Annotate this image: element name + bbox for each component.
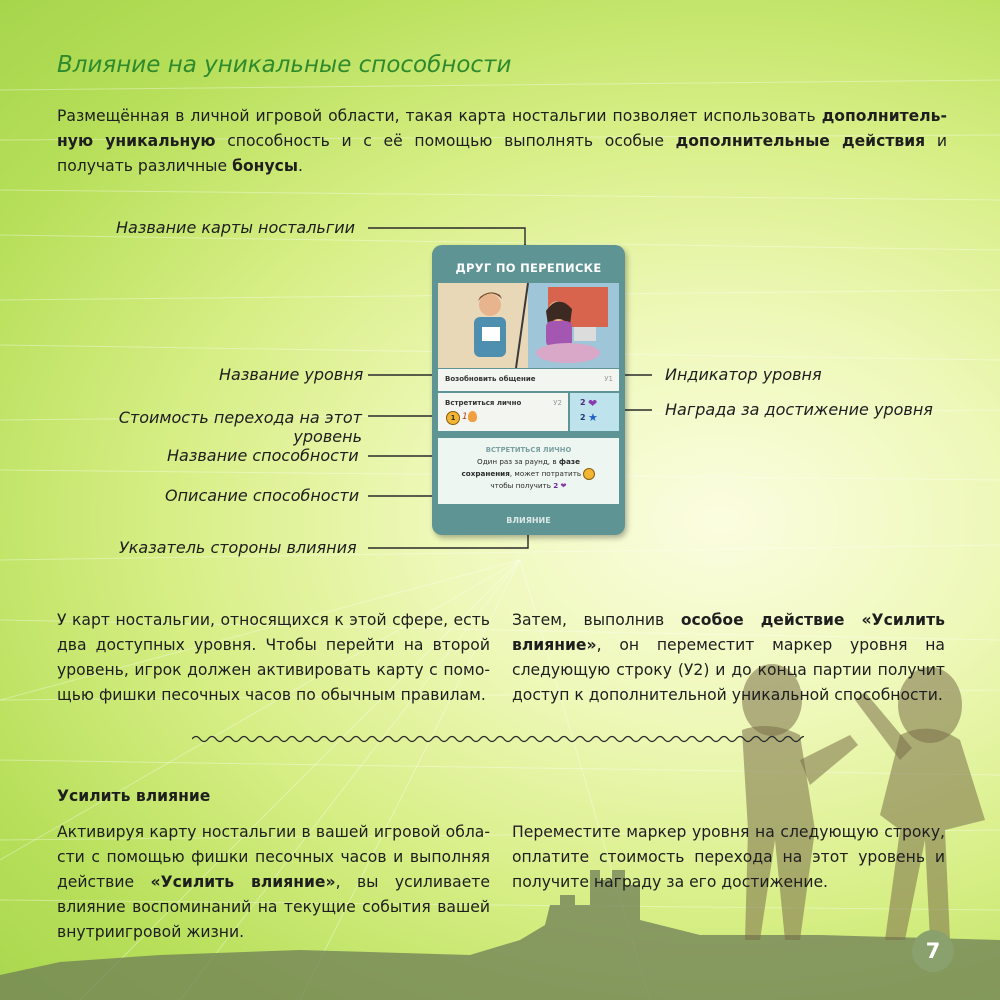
card-illustration — [438, 283, 619, 368]
callout-transition-cost: Стоимость перехода на этот уровень — [118, 408, 362, 446]
intro-paragraph: Размещённая в личной игровой области, такая карта ностальгии позволяет использовать дополнительную уникальную способность и с её помощью выполнять особые дополнительные действия и получать различные бонусы. — [57, 107, 947, 175]
callout-card-name: Название карты ностальгии — [116, 218, 356, 237]
level-1-row — [438, 369, 619, 391]
lightbulb-icon — [468, 411, 477, 422]
subheading: Усилить влияние — [57, 787, 211, 805]
ability-title: ВСТРЕТИТЬСЯ ЛИЧНО — [485, 446, 572, 454]
ability-line-3: чтобы получить 2 ❤ — [490, 481, 567, 490]
heart-icon: ❤ — [588, 397, 598, 410]
reward-2-value: 2 — [580, 413, 586, 422]
level-2-name: Встретиться лично — [445, 399, 522, 407]
left-paragraph: У карт ностальгии, относящихся к этой сфере, есть два доступных уровня. Чтобы перейти на второй уровень, игрок должен активировать карту с помощью фишки песочных часов по обычным правилам. — [57, 611, 490, 704]
star-icon: ★ — [588, 411, 598, 424]
ability-panel — [438, 438, 619, 504]
wavy-divider — [192, 733, 804, 745]
callout-ability-name: Название способности — [167, 446, 359, 465]
level-2-indicator: У2 — [553, 399, 562, 407]
reward-panel — [570, 393, 619, 431]
cost-coin-icon: 1 — [446, 411, 460, 425]
heart-icon: ❤ — [560, 481, 567, 490]
cost-multiplier: 1 — [462, 412, 468, 422]
level-2-row — [438, 393, 568, 431]
page-number: 7 — [912, 930, 954, 972]
card-title: ДРУГ ПО ПЕРЕПИСКЕ — [455, 261, 602, 275]
level-1-name: Возобновить общение — [445, 375, 536, 383]
callout-level-name: Название уровня — [219, 365, 364, 384]
reward-1-value: 2 — [580, 398, 586, 407]
callout-level-reward: Награда за достижение уровня — [665, 400, 933, 419]
right-paragraph: Затем, выполнив особое действие «Усилить влияние», он переместит маркер уровня на следующую строку (У2) и до конца партии получит доступ к дополнительной уникальной способности. — [512, 611, 945, 704]
nostalgia-card — [432, 245, 625, 535]
ability-line-1: Один раз за раунд, в фазе — [477, 457, 580, 466]
callout-level-indicator: Индикатор уровня — [665, 365, 822, 384]
section-title: Влияние на уникальные способности — [57, 52, 512, 78]
callout-ability-description: Описание способности — [165, 486, 360, 505]
ability-line-2: сохранения, может потратить — [438, 468, 619, 480]
coin-icon — [583, 468, 595, 480]
callout-influence-side: Указатель стороны влияния — [119, 538, 357, 557]
level-1-indicator: У1 — [604, 375, 613, 383]
bottom-right-paragraph: Переместите маркер уровня на следующую строку, оплатите стоимость перехода на этот уровень и получите награду за его достижение. — [512, 823, 945, 891]
bottom-left-paragraph: Активируя карту ностальгии в вашей игровой области с помощью фишки песочных часов и выполняя действие «Усилить влияние», вы усиливаете влияние воспоминаний на текущие события вашей внутриигровой жизни. — [57, 823, 490, 941]
card-side-label: ВЛИЯНИЕ — [506, 516, 551, 525]
